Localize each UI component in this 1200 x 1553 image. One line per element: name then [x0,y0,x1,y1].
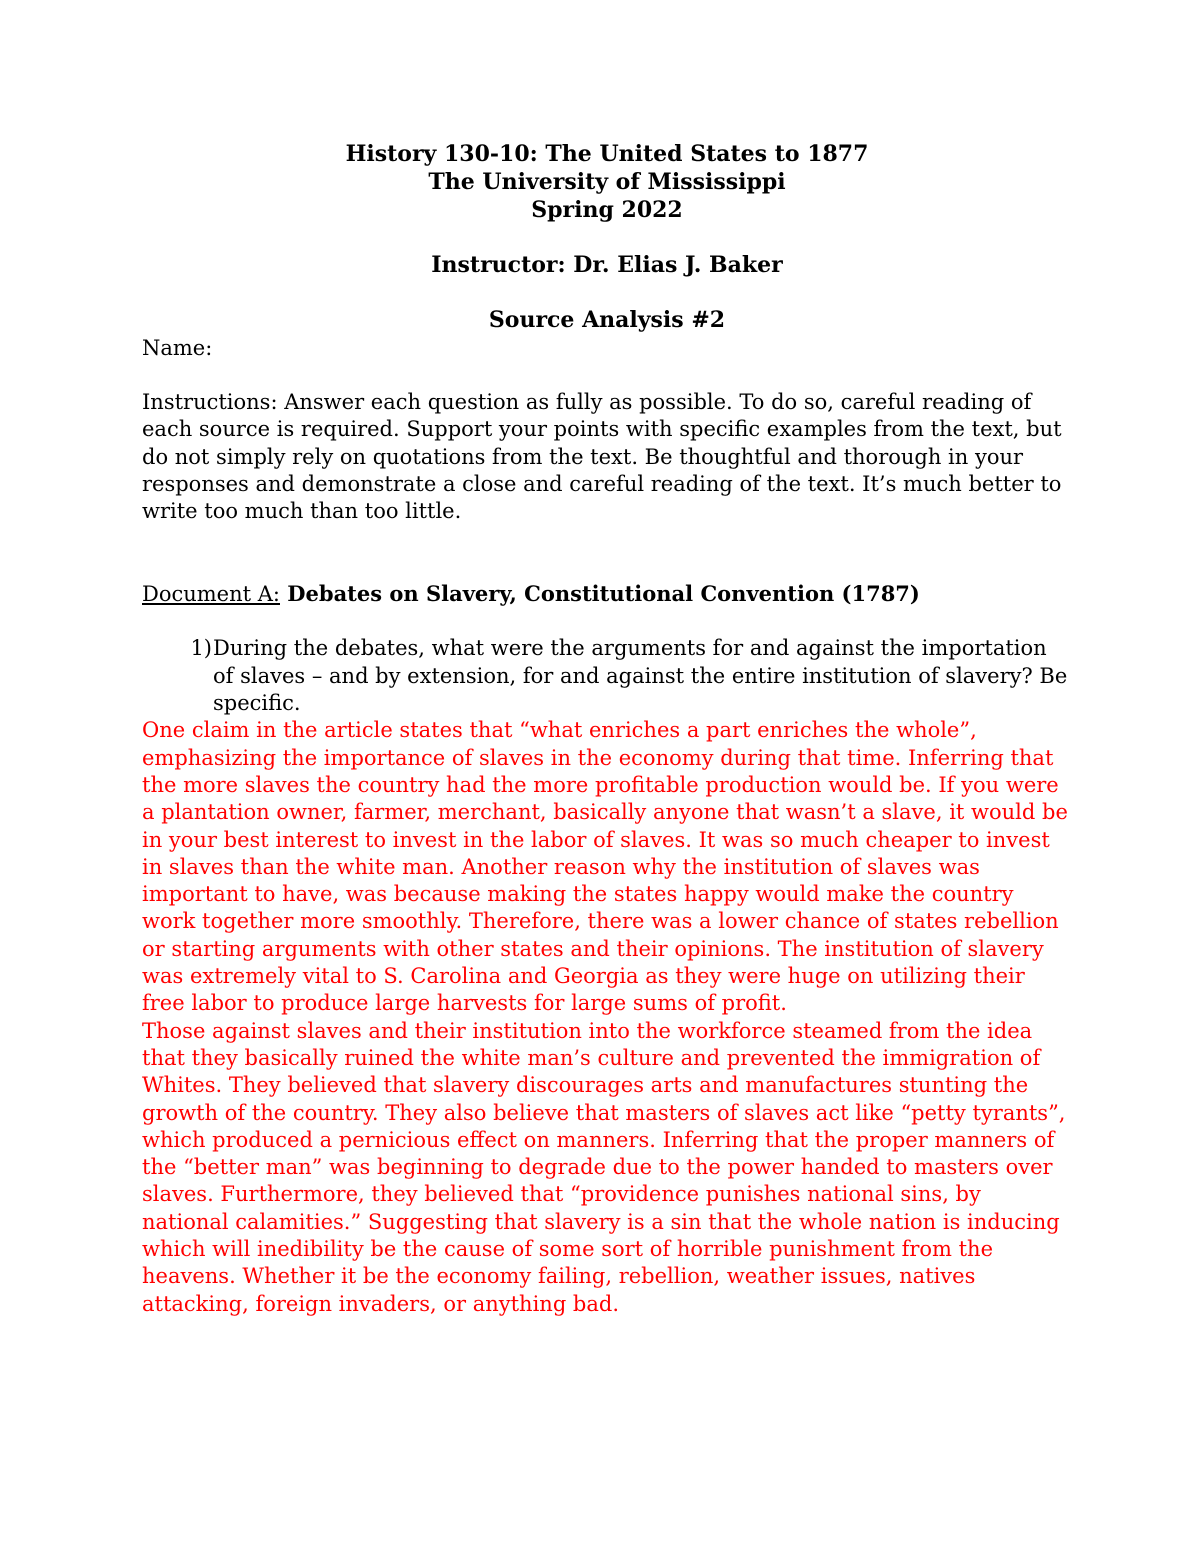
document-page [142,140,1072,1318]
instructions-text: Instructions: Answer each question as fully as possible. To do so, careful reading of each source is required. Support your points with specific examples from the text, but do not simply rely on quotations from the text. Be thoughtful and thorough in your responses and demonstrate a close and careful reading of the text. It’s much better to write too much than too little. [142,390,1062,524]
university-name: The University of Mississippi [428,169,786,195]
assignment-title: Source Analysis #2 [488,307,726,333]
question-number: 1) [190,636,212,661]
document-heading [142,580,1072,608]
question-1 [142,635,1072,717]
document-title: Debates on Slavery, Constitutional Convention (1787) [280,581,920,607]
answer-text [142,717,1072,1318]
document-header [142,140,1072,334]
answer-paragraph-1: One claim in the article states that “what enriches a part enriches the whole”, emphasizing the importance of slaves in the economy during that time. Inferring that the more slaves the country had the more profitable production would be. If you were a plantation owner, farmer, merchant, basically anyone that wasn’t a slave, it would be in your best interest to invest in the labor of slaves. It was so much cheaper to invest in slaves than the white man. Another reason why the institution of slaves was important to have, was because making the states happy would make the country work together more smoothly. Therefore, there was a lower chance of states rebellion or starting arguments with other states and their opinions. The institution of slavery was extremely vital to S. Carolina and Georgia as they were huge on utilizing their free labor to produce large harvests for large sums of profit. [142,718,1068,1016]
document-label: Document A: [142,582,280,607]
question-text: During the debates, what were the arguments for and against the importation of slaves – and by extension, for and against the entire institution of slavery? Be specific. [213,636,1068,716]
answer-paragraph-2: Those against slaves and their institution into the workforce steamed from the idea that they basically ruined the white man’s culture and prevented the immigration of Whites. They believed that slavery discourages arts and manufactures stunting the growth of the country. They also believe that masters of slaves act like “petty tyrants”, which produced a pernicious effect on manners. Inferring that the proper manners of the “better man” was beginning to degrade due to the power handed to masters over slaves. Furthermore, they believed that “providence punishes national sins, by national calamities.” Suggesting that slavery is a sin that the whole nation is inducing which will inedibility be the cause of some sort of horrible punishment from the heavens. Whether it be the economy failing, rebellion, weather issues, natives attacking, foreign invaders, or anything bad. [142,1018,1066,1316]
instructor: Instructor: Dr. Elias J. Baker [431,252,783,278]
name-label: Name: [142,336,213,360]
course-title: History 130-10: The United States to 1877 [345,141,869,167]
term: Spring 2022 [531,197,683,223]
